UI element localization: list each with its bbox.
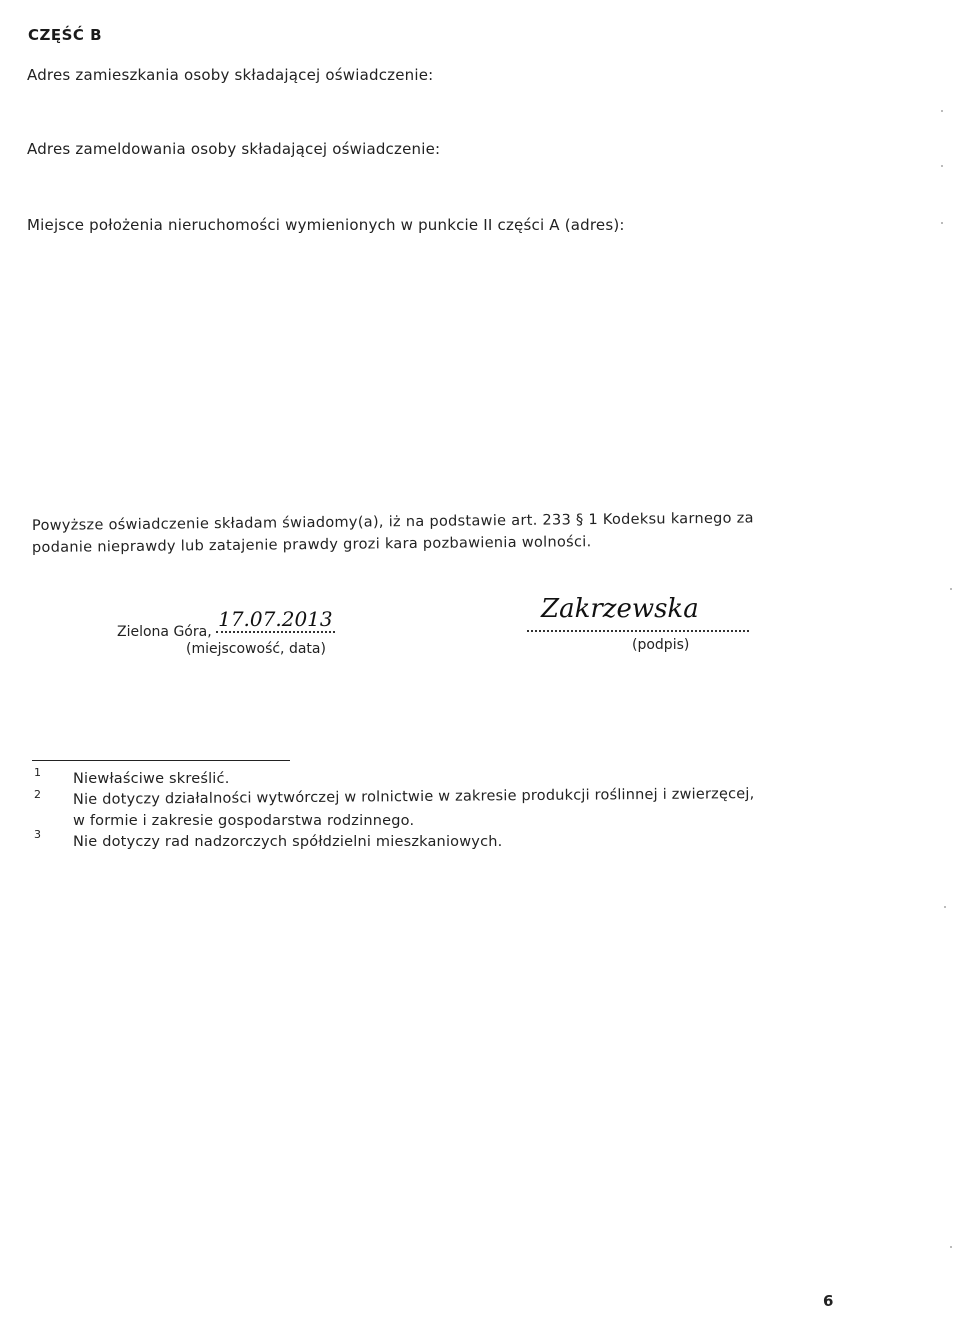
signature-line xyxy=(527,594,749,632)
declaration-line-2: podanie nieprawdy lub zatajenie prawdy grozi kara pozbawienia wolności. xyxy=(31,534,592,556)
registered-address-label: Adres zameldowania osoby składającej oświadczenie: xyxy=(27,140,441,158)
property-location-label: Miejsce położenia nieruchomości wymienionych w punkcie II części A (adres): xyxy=(27,216,625,234)
handwritten-signature: Zakrzewska xyxy=(541,594,699,624)
footnote-rule xyxy=(32,760,290,761)
scan-speck xyxy=(950,588,952,590)
page-number: 6 xyxy=(823,1292,834,1310)
residence-address-label: Adres zamieszkania osoby składającej oświadczenie: xyxy=(27,66,434,84)
handwritten-date: 17.07.2013 xyxy=(218,607,333,631)
footnote-1-text: Niewłaściwe skreślić. xyxy=(73,771,230,787)
place-name: Zielona Góra, xyxy=(117,624,217,640)
scan-speck xyxy=(941,222,943,224)
footnote-3-text: Nie dotyczy rad nadzorczych spółdzielni mieszkaniowych. xyxy=(73,834,503,850)
footnote-2-text-continued: w formie i zakresie gospodarstwa rodzinnego. xyxy=(73,813,415,829)
signature-caption: (podpis) xyxy=(632,637,690,653)
scan-speck xyxy=(941,110,943,112)
scan-speck xyxy=(941,165,943,167)
footnote-1-number: 1 xyxy=(34,766,41,779)
section-title: CZĘŚĆ B xyxy=(28,26,103,44)
scan-speck xyxy=(944,906,946,908)
footnote-2-text: Nie dotyczy działalności wytwórczej w rolnictwie w zakresie produkcji roślinnej i zwierzęcej, xyxy=(72,786,755,808)
footnote-2-number: 2 xyxy=(34,788,41,801)
scan-speck xyxy=(950,1246,952,1248)
place-date-line xyxy=(117,607,335,643)
place-date-caption: (miejscowość, data) xyxy=(186,641,326,657)
declaration-line-1: Powyższe oświadczenie składam świadomy(a), iż na podstawie art. 233 § 1 Kodeksu karnego za xyxy=(31,510,754,534)
footnote-3-number: 3 xyxy=(34,828,41,841)
